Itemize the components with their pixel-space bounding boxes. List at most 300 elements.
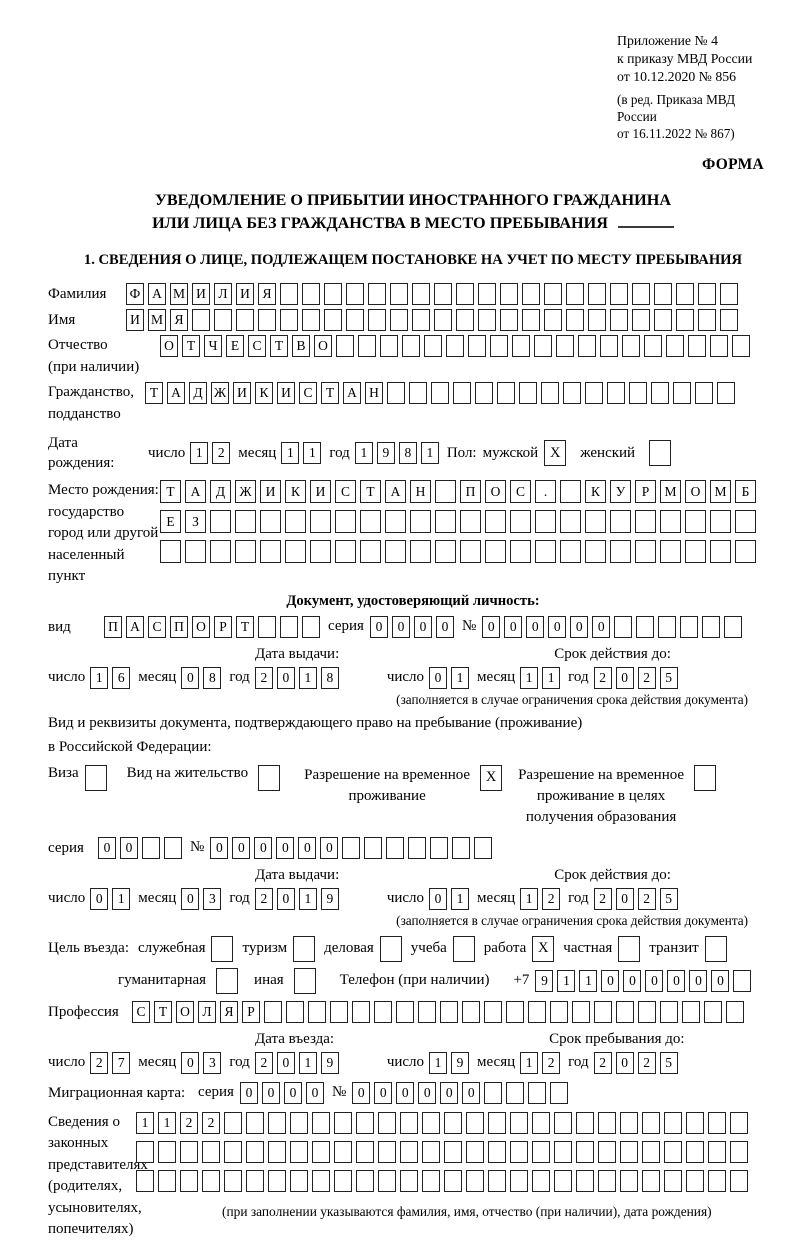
res-issue-year-boxes [255, 888, 339, 910]
char-cell: Ф [126, 283, 144, 305]
char-cell: Р [242, 1001, 260, 1023]
char-cell [475, 382, 493, 404]
migration-card-label: Миграционная карта: [48, 1084, 186, 1101]
char-cell [506, 1082, 524, 1104]
char-cell: М [660, 480, 681, 503]
char-cell: 0 [352, 1082, 370, 1104]
checkbox-visa [85, 765, 107, 791]
char-cell [535, 540, 556, 563]
char-cell: 8 [399, 442, 417, 464]
char-cell [654, 309, 672, 331]
char-cell [724, 616, 742, 638]
char-cell [532, 1141, 550, 1163]
char-cell: Р [214, 616, 232, 638]
female-label: женский [580, 444, 636, 461]
doc-kind-boxes [104, 616, 320, 638]
char-cell: Я [258, 283, 276, 305]
char-cell: Я [220, 1001, 238, 1023]
char-cell [302, 616, 320, 638]
res-valid-year-boxes [594, 888, 678, 910]
surname-row [48, 283, 778, 305]
birthplace-label [48, 480, 160, 588]
char-cell [386, 837, 404, 859]
char-cell: 0 [601, 970, 619, 992]
char-cell: 0 [298, 837, 316, 859]
char-cell [730, 1112, 748, 1134]
month-label: месяц [477, 1054, 516, 1071]
char-cell [385, 540, 406, 563]
char-cell [453, 382, 471, 404]
char-cell [578, 335, 596, 357]
limited-validity-note: (заполняется в случае ограничения срока действия документа) [396, 912, 748, 928]
char-cell [360, 540, 381, 563]
char-cell: 1 [355, 442, 373, 464]
char-cell: Т [321, 382, 339, 404]
char-cell: 0 [623, 970, 641, 992]
char-cell: 2 [638, 888, 656, 910]
char-cell: О [314, 335, 332, 357]
char-cell [512, 335, 530, 357]
char-cell [554, 1170, 572, 1192]
char-cell: К [585, 480, 606, 503]
char-cell: 0 [414, 616, 432, 638]
char-cell: С [148, 616, 166, 638]
mc-number-sign: № [331, 1084, 347, 1101]
char-cell [268, 1141, 286, 1163]
char-cell [352, 1001, 370, 1023]
char-cell: С [510, 480, 531, 503]
char-cell [136, 1170, 154, 1192]
char-cell [202, 1170, 220, 1192]
char-cell: 2 [594, 888, 612, 910]
char-cell: П [170, 616, 188, 638]
char-cell [695, 382, 713, 404]
char-cell [485, 540, 506, 563]
char-cell [708, 1112, 726, 1134]
residence-doc-text-line2: в Российской Федерации: [48, 738, 212, 755]
char-cell [598, 1170, 616, 1192]
char-cell: М [710, 480, 731, 503]
temp-residence-edu-label-line2: проживание в целях [536, 787, 666, 804]
char-cell: 0 [418, 1082, 436, 1104]
char-cell [474, 837, 492, 859]
checkbox-temp-residence-edu [694, 765, 716, 791]
limited-validity-note: (заполняется в случае ограничения срока действия документа) [396, 691, 748, 707]
title-blank-line [618, 214, 674, 228]
char-cell: 0 [181, 1052, 199, 1074]
entry-dates-row [48, 1052, 778, 1074]
mc-number-boxes [352, 1082, 568, 1104]
char-cell [142, 837, 160, 859]
char-cell [290, 1141, 308, 1163]
char-cell [544, 309, 562, 331]
char-cell [485, 510, 506, 533]
char-cell: 1 [451, 667, 469, 689]
temp-residence-label-line1: Разрешение на временное [304, 766, 471, 783]
legal-label-line: представителях [48, 1156, 148, 1173]
char-cell [164, 837, 182, 859]
char-cell [510, 1141, 528, 1163]
char-cell: 5 [660, 1052, 678, 1074]
res-issue-date-label: Дата выдачи: [255, 866, 340, 883]
char-cell [440, 1001, 458, 1023]
char-cell: У [610, 480, 631, 503]
doc-dates-header [48, 646, 778, 663]
stay-until-label: Срок пребывания до: [549, 1030, 685, 1047]
char-cell [572, 1001, 590, 1023]
char-cell [285, 510, 306, 533]
legal-boxes-row1 [136, 1112, 748, 1134]
char-cell: С [299, 382, 317, 404]
identity-doc-row [48, 616, 778, 638]
char-cell [528, 1001, 546, 1023]
citizenship-label-line1: Гражданство, [48, 384, 135, 401]
purpose-humanitarian-label: гуманитарная [118, 972, 207, 989]
day-label: число [386, 890, 425, 907]
char-cell: 1 [90, 667, 108, 689]
char-cell [158, 1141, 176, 1163]
birthplace-label-line2: государство [48, 503, 125, 520]
char-cell [444, 1141, 462, 1163]
char-cell [446, 335, 464, 357]
char-cell [400, 1141, 418, 1163]
char-cell [280, 283, 298, 305]
char-cell [290, 1170, 308, 1192]
char-cell [466, 1170, 484, 1192]
char-cell [342, 837, 360, 859]
char-cell: 0 [306, 1082, 324, 1104]
char-cell: 1 [451, 888, 469, 910]
char-cell: 0 [429, 888, 447, 910]
char-cell [506, 1001, 524, 1023]
char-cell [576, 1170, 594, 1192]
char-cell: 2 [542, 888, 560, 910]
char-cell [334, 1112, 352, 1134]
doc-issue-date-group [48, 667, 339, 689]
month-label: месяц [238, 444, 277, 461]
checkbox-residence-permit [258, 765, 280, 791]
char-cell [158, 1170, 176, 1192]
day-label: число [386, 1054, 425, 1071]
char-cell: 6 [112, 667, 130, 689]
char-cell: 2 [212, 442, 230, 464]
char-cell [268, 1170, 286, 1192]
char-cell: Л [198, 1001, 216, 1023]
annex-line: к приказу МВД России [617, 50, 753, 66]
char-cell [224, 1112, 242, 1134]
annex-line: от 10.12.2020 № 856 [617, 68, 737, 84]
res-dates-header [48, 867, 778, 884]
char-cell [466, 1141, 484, 1163]
char-cell [510, 1112, 528, 1134]
purpose-official-label: служебная [137, 940, 206, 957]
char-cell [360, 510, 381, 533]
entry-purpose-row [48, 936, 778, 962]
char-cell: 2 [255, 667, 273, 689]
doc-number-sign: № [461, 618, 477, 635]
char-cell [334, 1170, 352, 1192]
day-label: число [48, 890, 86, 907]
char-cell [456, 309, 474, 331]
char-cell [600, 335, 618, 357]
form-title-line2-text: ИЛИ ЛИЦА БЕЗ ГРАЖДАНСТВА В МЕСТО ПРЕБЫВАНИЯ [152, 214, 608, 233]
patronymic-label [48, 335, 160, 378]
char-cell [356, 1141, 374, 1163]
char-cell: К [285, 480, 306, 503]
birth-date-label: Дата рождения: [48, 435, 115, 472]
char-cell [519, 382, 537, 404]
char-cell: 0 [616, 1052, 634, 1074]
char-cell [635, 510, 656, 533]
doc-valid-day-boxes [429, 667, 469, 689]
male-label: мужской [482, 444, 539, 461]
mc-series-boxes [240, 1082, 324, 1104]
char-cell: О [485, 480, 506, 503]
char-cell [468, 335, 486, 357]
char-cell [422, 1141, 440, 1163]
birthplace-label-line3: город или другой [48, 525, 159, 542]
char-cell: И [233, 382, 251, 404]
char-cell [556, 335, 574, 357]
residence-doc-series-row [48, 837, 778, 859]
char-cell [532, 1170, 550, 1192]
res-valid-month-boxes [520, 888, 560, 910]
char-cell [730, 1141, 748, 1163]
char-cell [368, 283, 386, 305]
char-cell: 2 [542, 1052, 560, 1074]
char-cell [676, 283, 694, 305]
char-cell [636, 616, 654, 638]
char-cell [444, 1112, 462, 1134]
entry-date-group [48, 1052, 339, 1074]
char-cell [312, 1112, 330, 1134]
birth-month-boxes [281, 442, 321, 464]
char-cell [642, 1112, 660, 1134]
char-cell [708, 1141, 726, 1163]
day-label: число [148, 444, 186, 461]
char-cell: 0 [570, 616, 588, 638]
citizenship-label [48, 382, 145, 425]
birthplace-label-line4: населенный пункт [48, 546, 125, 585]
temp-residence-edu-label [518, 765, 684, 828]
doc-valid-year-boxes [594, 667, 678, 689]
char-cell: 0 [181, 667, 199, 689]
checkbox-other [294, 968, 316, 994]
char-cell [210, 510, 231, 533]
form-title-line1: УВЕДОМЛЕНИЕ О ПРИБЫТИИ ИНОСТРАННОГО ГРАЖДАНИНА [154, 191, 672, 210]
char-cell [484, 1001, 502, 1023]
char-cell [460, 510, 481, 533]
checkbox-male: X [544, 440, 566, 466]
month-label: месяц [138, 1054, 177, 1071]
char-cell [374, 1001, 392, 1023]
char-cell [541, 382, 559, 404]
res-valid-date-group [387, 888, 678, 910]
char-cell [330, 1001, 348, 1023]
char-cell [430, 837, 448, 859]
char-cell: 0 [277, 888, 295, 910]
char-cell: С [132, 1001, 150, 1023]
char-cell: 1 [303, 442, 321, 464]
char-cell [594, 1001, 612, 1023]
char-cell: Д [189, 382, 207, 404]
doc-issue-year-boxes [255, 667, 339, 689]
char-cell [616, 1001, 634, 1023]
char-cell [308, 1001, 326, 1023]
char-cell: 2 [180, 1112, 198, 1134]
char-cell [664, 1170, 682, 1192]
char-cell [708, 1170, 726, 1192]
char-cell: 0 [98, 837, 116, 859]
char-cell [528, 1082, 546, 1104]
char-cell: Т [182, 335, 200, 357]
citizenship-row [48, 382, 778, 425]
char-cell [660, 510, 681, 533]
char-cell: 5 [660, 888, 678, 910]
checkbox-private [618, 936, 640, 962]
char-cell [185, 540, 206, 563]
char-cell [336, 335, 354, 357]
char-cell: 9 [321, 888, 339, 910]
char-cell: А [385, 480, 406, 503]
char-cell [497, 382, 515, 404]
purpose-second-row [48, 968, 778, 994]
char-cell [356, 1112, 374, 1134]
char-cell: 0 [526, 616, 544, 638]
char-cell [733, 970, 751, 992]
legal-label-line: усыновителях, [48, 1199, 142, 1216]
checkbox-humanitarian [216, 968, 238, 994]
legal-boxes-stack [136, 1112, 748, 1220]
char-cell [380, 335, 398, 357]
birth-date-row [48, 433, 778, 473]
char-cell [435, 480, 456, 503]
char-cell [642, 1170, 660, 1192]
char-cell: 0 [254, 837, 272, 859]
char-cell [422, 1170, 440, 1192]
char-cell: Т [236, 616, 254, 638]
char-cell [566, 309, 584, 331]
legal-label-line: попечителях) [48, 1221, 134, 1238]
char-cell [444, 1170, 462, 1192]
given-name-boxes [126, 309, 738, 331]
birthplace-boxes-stack [160, 480, 756, 570]
res-issue-day-boxes [90, 888, 130, 910]
char-cell [598, 1112, 616, 1134]
char-cell [730, 1170, 748, 1192]
char-cell [434, 309, 452, 331]
month-label: месяц [477, 890, 516, 907]
char-cell: А [343, 382, 361, 404]
char-cell: 2 [594, 1052, 612, 1074]
char-cell [660, 1001, 678, 1023]
char-cell [378, 1170, 396, 1192]
char-cell [632, 309, 650, 331]
char-cell: 1 [579, 970, 597, 992]
entry-purpose-label: Цель въезда: [48, 940, 129, 957]
char-cell [452, 837, 470, 859]
char-cell [378, 1112, 396, 1134]
char-cell [364, 837, 382, 859]
char-cell: П [460, 480, 481, 503]
profession-boxes [132, 1001, 744, 1023]
char-cell [192, 309, 210, 331]
char-cell [588, 309, 606, 331]
char-cell [588, 283, 606, 305]
char-cell [717, 382, 735, 404]
char-cell [726, 1001, 744, 1023]
char-cell: 1 [421, 442, 439, 464]
char-cell [585, 540, 606, 563]
char-cell [260, 540, 281, 563]
char-cell [560, 510, 581, 533]
char-cell: 1 [190, 442, 208, 464]
char-cell: 2 [638, 1052, 656, 1074]
char-cell [620, 1141, 638, 1163]
char-cell: Д [210, 480, 231, 503]
char-cell: 2 [90, 1052, 108, 1074]
year-label: год [568, 890, 589, 907]
char-cell: 0 [277, 667, 295, 689]
char-cell: Т [160, 480, 181, 503]
char-cell: 0 [482, 616, 500, 638]
char-cell [236, 309, 254, 331]
char-cell [390, 309, 408, 331]
char-cell [409, 382, 427, 404]
char-cell [258, 616, 276, 638]
char-cell: С [248, 335, 266, 357]
res-valid-day-boxes [429, 888, 469, 910]
char-cell [610, 309, 628, 331]
res-series-label: серия [48, 839, 84, 856]
char-cell [490, 335, 508, 357]
char-cell [686, 1170, 704, 1192]
char-cell: 0 [440, 1082, 458, 1104]
purpose-business-label: деловая [324, 940, 374, 957]
char-cell: 1 [520, 1052, 538, 1074]
char-cell [688, 335, 706, 357]
day-label: число [48, 669, 86, 686]
char-cell: 1 [542, 667, 560, 689]
char-cell [378, 1141, 396, 1163]
entry-month-boxes [181, 1052, 221, 1074]
char-cell [280, 616, 298, 638]
given-name-row [48, 309, 778, 331]
char-cell: 0 [504, 616, 522, 638]
char-cell: 0 [462, 1082, 480, 1104]
char-cell: 0 [240, 1082, 258, 1104]
char-cell: А [167, 382, 185, 404]
char-cell [488, 1141, 506, 1163]
char-cell [620, 1112, 638, 1134]
char-cell [710, 510, 731, 533]
identity-doc-heading: Документ, удостоверяющий личность: [286, 592, 540, 609]
char-cell: Л [214, 283, 232, 305]
char-cell [566, 283, 584, 305]
char-cell: 0 [370, 616, 388, 638]
year-label: год [329, 444, 350, 461]
char-cell [431, 382, 449, 404]
char-cell [324, 309, 342, 331]
checkbox-study [453, 936, 475, 962]
char-cell: 0 [592, 616, 610, 638]
char-cell [310, 510, 331, 533]
char-cell [302, 283, 320, 305]
char-cell: 0 [210, 837, 228, 859]
char-cell: Т [360, 480, 381, 503]
char-cell: 0 [320, 837, 338, 859]
temp-residence-label [304, 765, 470, 807]
